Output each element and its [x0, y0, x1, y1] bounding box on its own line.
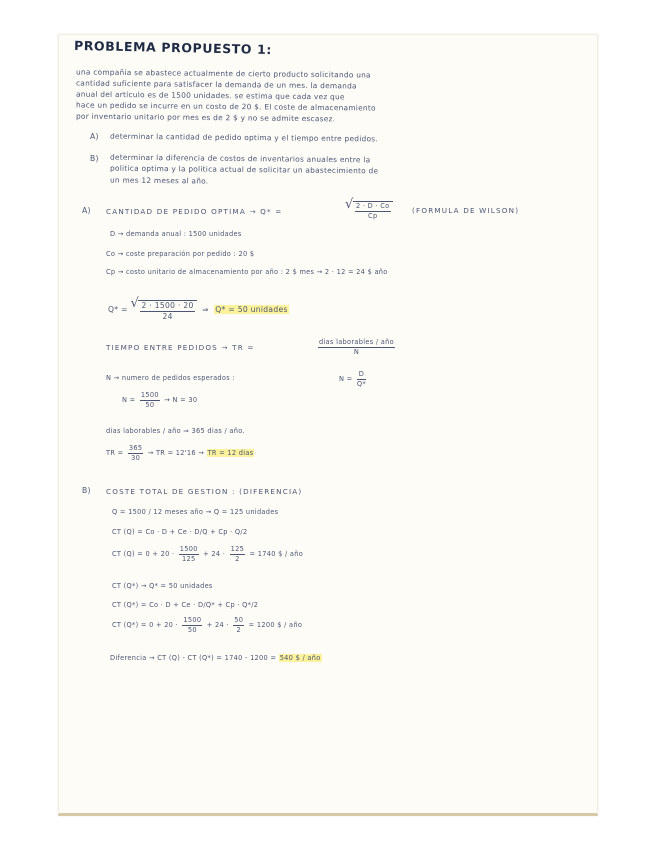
orders-formula-numerator: D	[358, 370, 365, 378]
current-cost-num-1: 1500	[179, 545, 198, 553]
order-cost-definition: Co → coste preparación por pedido : 20 $	[106, 250, 255, 258]
cycle-time-numerator: dias laborables / año	[319, 338, 394, 346]
question-b-line-1: determinar la diferencia de costos de inventarios anuales entre la	[109, 152, 371, 165]
optimal-cost-middle: + 24 ·	[206, 621, 229, 630]
optimal-cost-den-1: 50	[187, 625, 197, 634]
wilson-formula-denominator: Cp	[368, 211, 378, 220]
cycle-calc-middle: → TR = 12'16 →	[147, 449, 205, 458]
question-a-text: determinar la cantidad de pedido optima y el tiempo entre pedidos.	[109, 131, 379, 144]
current-cost-result: = 1740 $ / año	[249, 550, 304, 559]
optimal-cost-left: CT (Q*) = 0 + 20 ·	[112, 621, 178, 630]
question-b-line-2: politica optima y la politica actual de solicitar un abastecimiento de	[109, 163, 379, 176]
total-cost-formula: CT (Q) = Co · D + Ce · D/Q + Cp · Q/2	[112, 528, 248, 536]
question-b-line-3: un mes 12 meses al año.	[109, 175, 209, 186]
statement-line-1: una compañia se abastece actualmente de cierto producto solicitando una	[75, 67, 371, 80]
optimal-cost-num-1: 1500	[183, 616, 202, 624]
solution-a-label: A)	[82, 206, 91, 215]
orders-definition: N → numero de pedidos esperados :	[106, 374, 235, 382]
difference-result: 540 $ / año	[279, 654, 321, 662]
statement-line-5: por inventario unitario por mes es de 2 $ y no se admite escasez.	[75, 111, 336, 124]
optimal-cost-den-2: 2	[236, 625, 241, 634]
cycle-time-heading: TIEMPO ENTRE PEDIDOS → TR =	[106, 343, 255, 352]
cycle-time-denominator: N	[353, 347, 360, 356]
optimal-cost-result: = 1200 $ / año	[248, 621, 303, 630]
wilson-note: (FORMULA DE WILSON)	[412, 206, 520, 215]
optimal-quantity-line: CT (Q*) → Q* = 50 unidades	[112, 582, 213, 590]
cycle-calc-left: TR =	[106, 449, 124, 458]
eoq-calculation	[108, 300, 289, 320]
difference-left: Diferencia → CT (Q) - CT (Q*) = 1740 - 1200 =	[110, 654, 277, 662]
eoq-arrow: ⇒	[202, 305, 209, 315]
statement-line-4: hace un pedido se incurre en un costo de 20 $. El coste de almacenamiento	[75, 100, 376, 113]
cycle-calc-numerator: 365	[128, 444, 143, 452]
optimal-total-cost-calculation	[112, 617, 302, 633]
orders-calc-numerator: 1500	[140, 391, 159, 399]
cycle-calc-denominator: 30	[131, 453, 141, 462]
holding-cost-definition: Cp → costo unitario de almacenamiento por año : 2 $ mes → 2 · 12 = 24 $ año	[106, 268, 388, 276]
statement-line-2: cantidad suficiente para satisfacer la demanda de un mes. la demanda	[75, 78, 357, 91]
current-cost-num-2: 125	[230, 545, 245, 553]
wilson-formula-numerator: √ 2 · D · Co	[356, 202, 390, 210]
solution-b-label: B)	[82, 486, 91, 495]
orders-formula-denominator: Q*	[356, 379, 366, 388]
current-total-cost-calculation	[112, 546, 303, 562]
cycle-time-calculation	[106, 445, 254, 461]
optimal-total-cost-formula: CT (Q*) = Co · D + Ce · D/Q* + Cp · Q*/2	[112, 601, 259, 609]
eoq-heading: CANTIDAD DE PEDIDO OPTIMA → Q* =	[106, 207, 283, 216]
wilson-formula	[345, 201, 393, 219]
current-cost-middle: + 24 ·	[203, 550, 226, 559]
demand-definition: D → demanda anual : 1500 unidades	[110, 230, 242, 238]
eoq-left: Q* =	[108, 305, 128, 315]
eoq-result: Q* = 50 unidades	[215, 305, 288, 315]
orders-formula	[339, 371, 368, 387]
difference-line	[110, 655, 322, 662]
question-b-label: B)	[90, 154, 99, 163]
current-cost-den-1: 125	[182, 554, 196, 563]
orders-calc-left: N =	[122, 396, 136, 405]
orders-calc-denominator: 50	[145, 400, 155, 409]
page-title: PROBLEMA PROPUESTO 1:	[73, 37, 273, 58]
question-a-label: A)	[90, 132, 99, 141]
orders-formula-left: N =	[339, 375, 353, 384]
cycle-time-result: TR = 12 dias	[207, 449, 254, 458]
current-order-quantity: Q = 1500 / 12 meses año → Q = 125 unidades	[112, 508, 279, 516]
current-cost-left: CT (Q) = 0 + 20 ·	[112, 550, 175, 559]
optimal-cost-num-2: 50	[234, 616, 244, 624]
eoq-numerator: √ 2 · 1500 · 20	[141, 301, 194, 310]
current-cost-den-2: 2	[235, 554, 240, 563]
eoq-denominator: 24	[162, 311, 173, 321]
total-cost-heading: COSTE TOTAL DE GESTION : (DIFERENCIA)	[106, 487, 303, 496]
notebook-page	[58, 34, 598, 816]
working-days-line: dias laborables / año ⇒ 365 dias / año.	[106, 427, 245, 435]
orders-calc-result: → N = 30	[164, 396, 198, 405]
statement-line-3: anual del artículo es de 1500 unidades. se estima que cada vez que	[75, 89, 345, 102]
orders-calculation	[122, 392, 197, 408]
cycle-time-formula	[316, 339, 397, 355]
